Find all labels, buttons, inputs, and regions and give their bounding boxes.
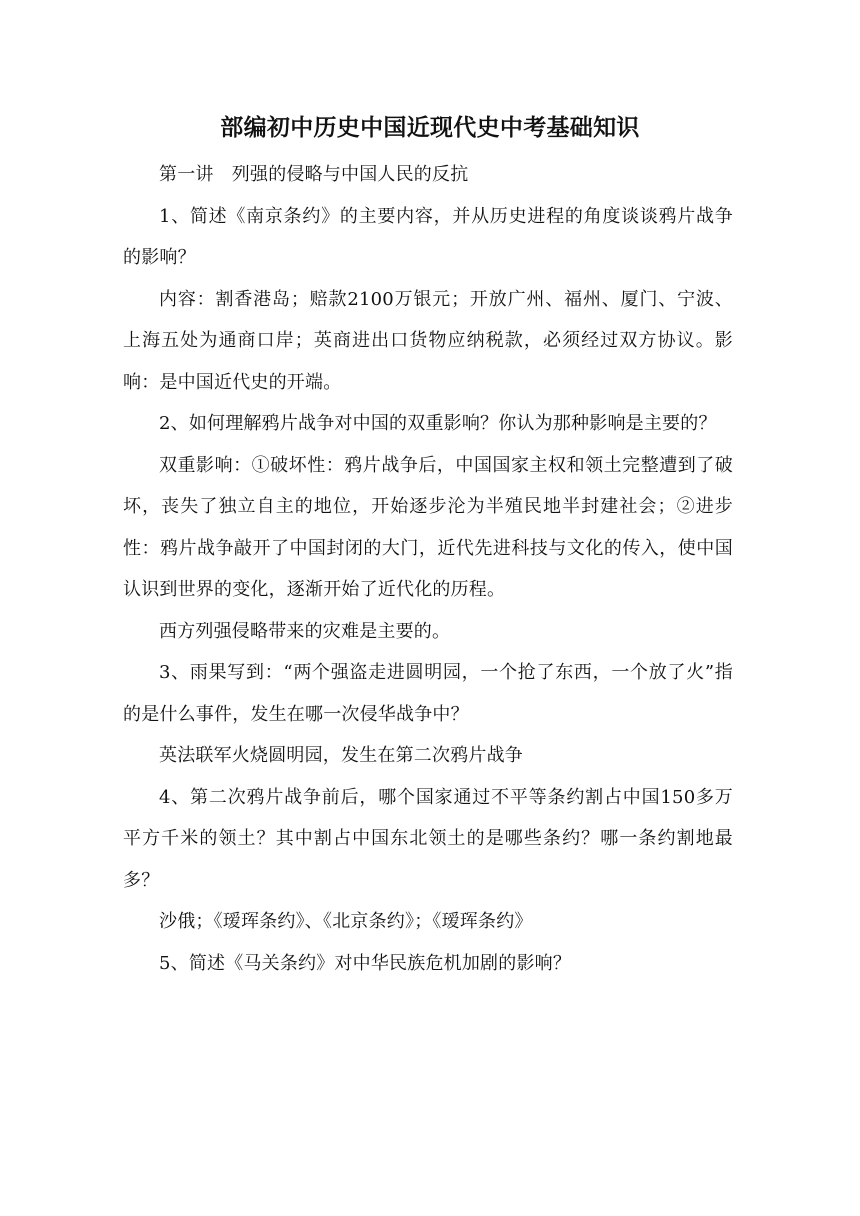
answer-2-conclusion: 西方列强侵略带来的灾难是主要的。 [159,620,451,642]
answer-2: 双重影响：①破坏性：鸦片战争后，中国国家主权和领土完整遭到了破坏，丧失了独立自主的地位，开始逐步沦为半殖民地半封建社会；②进步性：鸦片战争敲开了中国封闭的大门，近代先进科技与文化的传入，使中国认识到世界的变化，逐渐开始了近代化的历程。 [123,454,733,600]
document-title: 部编初中历史中国近现代史中考基础知识 [220,115,640,141]
question-2: 2、如何理解鸦片战争对中国的双重影响？你认为那种影响是主要的？ [159,413,717,434]
question-4: 4、第二次鸦片战争前后，哪个国家通过不平等条约割占中国150多万平方千米的领土？其中割占中国东北领土的是哪些条约？哪一条约割地最多？ [123,786,733,891]
question-1: 1、简述《南京条约》的主要内容，并从历史进程的角度谈谈鸦片战争的影响？ [123,205,733,268]
answer-3: 英法联军火烧圆明园，发生在第二次鸦片战争 [159,745,523,766]
answer-1: 内容：割香港岛；赔款2100万银元；开放广州、福州、厦门、宁波、上海五处为通商口岸；英商进出口货物应纳税款，必须经过双方协议。影响：是中国近代史的开端。 [123,288,733,393]
document-body [123,154,733,984]
section-heading: 第一讲 列强的侵略与中国人民的反抗 [159,164,469,185]
question-5: 5、简述《马关条约》对中华民族危机加剧的影响？ [159,952,572,974]
answer-4: 沙俄；《瑷珲条约》、《北京条约》；《瑷珲条约》 [159,911,533,932]
question-3: 3、雨果写到：“两个强盗走进圆明园，一个抢了东西，一个放了火”指的是什么事件，发生在哪一次侵华战争中？ [123,662,733,725]
